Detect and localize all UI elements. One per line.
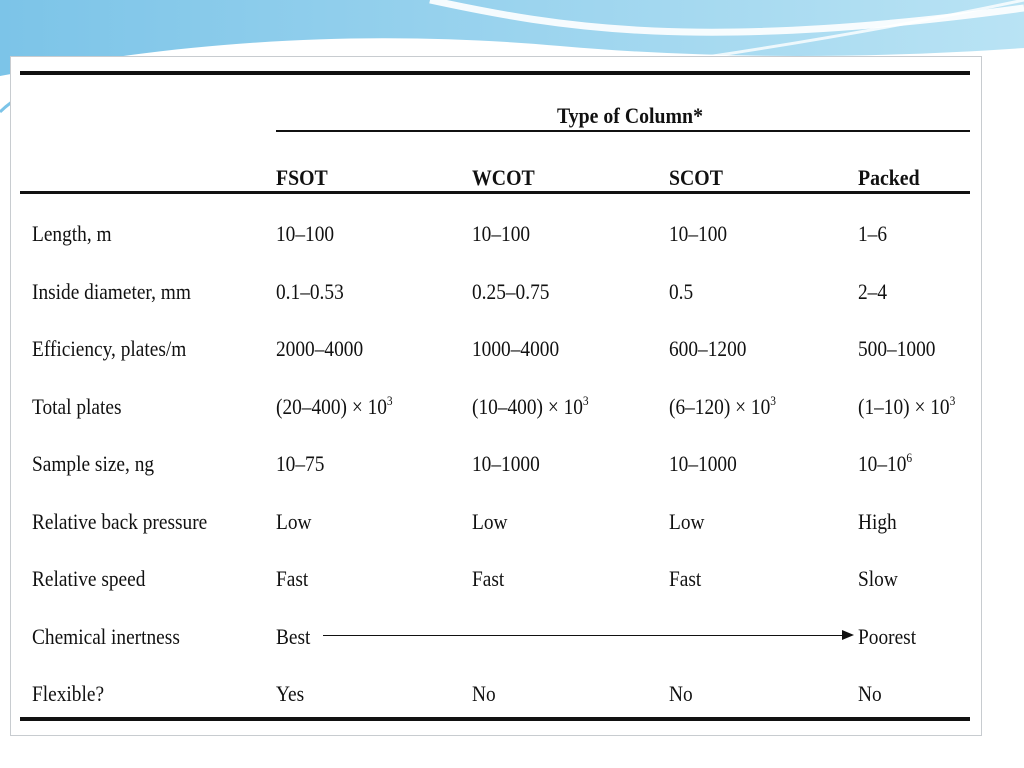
cell-exponent: 6 <box>906 450 913 465</box>
column-header-wcot: WCOT <box>472 165 535 190</box>
table-cell-wcot <box>472 683 496 705</box>
cell-text: 2000–4000 <box>276 336 364 361</box>
row-label: Total plates <box>32 394 122 419</box>
cell-text: 10–1000 <box>472 451 540 476</box>
table-cell-packed <box>858 568 898 590</box>
row-label: Chemical inertness <box>32 624 180 649</box>
cell-text: (6–120) × 10 <box>669 394 771 419</box>
table-cell-scot <box>669 511 704 533</box>
cell-text: Best <box>276 624 311 649</box>
row-label: Inside diameter, mm <box>32 279 191 304</box>
group-header-underline <box>276 130 970 132</box>
column-header-fsot: FSOT <box>276 165 328 190</box>
table-cell-scot <box>669 393 776 419</box>
table-cell-packed <box>858 281 887 303</box>
table-cell-wcot <box>472 223 530 245</box>
cell-text: 10–100 <box>472 221 531 246</box>
cell-text: No <box>669 681 693 706</box>
column-header-packed: Packed <box>858 165 920 190</box>
cell-exponent: 3 <box>949 393 956 408</box>
row-label: Efficiency, plates/m <box>32 336 187 361</box>
cell-text: Fast <box>276 566 309 591</box>
table-cell-packed <box>858 393 956 419</box>
table-cell-wcot <box>472 511 507 533</box>
column-header-scot: SCOT <box>669 165 723 190</box>
table-cell-packed <box>858 223 887 245</box>
table-cell-packed <box>858 511 897 533</box>
cell-exponent: 3 <box>386 393 393 408</box>
cell-text: (1–10) × 10 <box>858 394 950 419</box>
table-cell-fsot <box>276 626 310 648</box>
cell-text: High <box>858 509 897 534</box>
cell-text: 10–75 <box>276 451 325 476</box>
table-cell-wcot <box>472 393 589 419</box>
cell-text: 0.5 <box>669 279 694 304</box>
table-cell-packed <box>858 338 935 360</box>
table-cell-fsot <box>276 223 334 245</box>
cell-text: Slow <box>858 566 898 591</box>
table-cell-packed <box>858 450 913 476</box>
cell-text: (20–400) × 10 <box>276 394 387 419</box>
cell-text: 1–6 <box>858 221 888 246</box>
cell-text: Low <box>669 509 705 534</box>
cell-text: No <box>858 681 882 706</box>
cell-text: 0.25–0.75 <box>472 279 550 304</box>
cell-text: Low <box>276 509 312 534</box>
table-cell-fsot <box>276 453 324 475</box>
cell-text: 600–1200 <box>669 336 747 361</box>
cell-text: No <box>472 681 496 706</box>
inertness-arrow-line <box>323 635 843 636</box>
cell-exponent: 3 <box>582 393 589 408</box>
table-cell-scot <box>669 223 727 245</box>
row-label: Sample size, ng <box>32 451 155 476</box>
cell-text: Low <box>472 509 508 534</box>
table-cell-fsot <box>276 338 363 360</box>
cell-exponent: 3 <box>770 393 776 408</box>
table-cell-wcot <box>472 338 559 360</box>
cell-text: 500–1000 <box>858 336 936 361</box>
row-label: Relative back pressure <box>32 509 208 534</box>
cell-text: Fast <box>472 566 505 591</box>
column-group-header: Type of Column* <box>557 103 703 128</box>
cell-text: Fast <box>669 566 702 591</box>
table-bottom-rule <box>20 717 970 721</box>
cell-text: 0.1–0.53 <box>276 279 344 304</box>
row-label: Relative speed <box>32 566 146 591</box>
cell-text: 1000–4000 <box>472 336 560 361</box>
table-top-rule <box>20 71 970 75</box>
table-cell-wcot <box>472 281 549 303</box>
table-cell-packed <box>858 683 882 705</box>
cell-text: 10–1000 <box>669 451 737 476</box>
table-cell-fsot <box>276 281 344 303</box>
table-cell-scot <box>669 568 701 590</box>
cell-text: 10–100 <box>276 221 335 246</box>
table-cell-wcot <box>472 453 540 475</box>
row-label: Flexible? <box>32 681 105 706</box>
table-cell-fsot <box>276 393 393 419</box>
cell-text: 2–4 <box>858 279 888 304</box>
cell-text: Poorest <box>858 624 917 649</box>
table-cell-fsot <box>276 683 304 705</box>
row-label: Length, m <box>32 221 112 246</box>
table-cell-scot <box>669 281 693 303</box>
arrow-right-icon <box>842 630 854 640</box>
gc-column-comparison-table <box>20 71 970 722</box>
table-cell-scot <box>669 683 693 705</box>
cell-text: 10–100 <box>669 221 728 246</box>
header-bottom-rule <box>20 191 970 194</box>
cell-text: (10–400) × 10 <box>472 394 583 419</box>
table-cell-scot <box>669 338 746 360</box>
cell-text: Yes <box>276 681 305 706</box>
table-cell-scot <box>669 453 737 475</box>
table-cell-fsot <box>276 511 311 533</box>
table-cell-fsot <box>276 568 308 590</box>
cell-text: 10–10 <box>858 451 907 476</box>
table-cell-packed <box>858 626 916 648</box>
table-cell-wcot <box>472 568 504 590</box>
